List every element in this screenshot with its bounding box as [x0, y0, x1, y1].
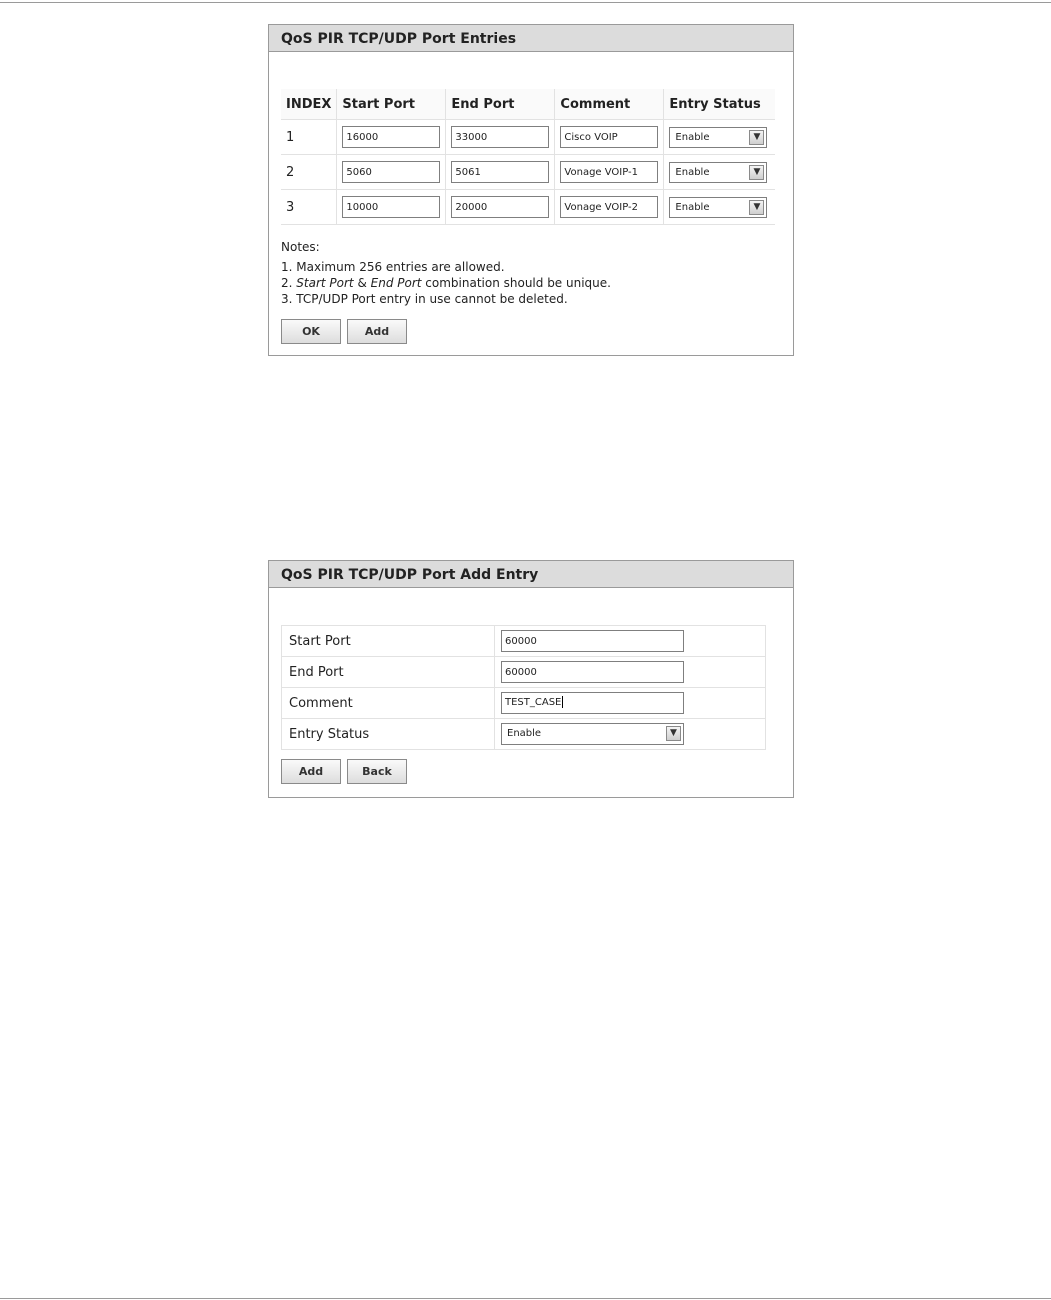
- entry-status-value: Enable: [675, 201, 710, 213]
- note-start-port-term: Start Port: [296, 276, 354, 290]
- page-bottom-rule: [0, 1298, 1051, 1299]
- page-top-rule: [0, 2, 1051, 3]
- column-header-index: INDEX: [281, 89, 337, 120]
- entry-status-value: Enable: [675, 131, 710, 143]
- column-header-entry-status: Entry Status: [664, 89, 776, 120]
- chevron-down-icon[interactable]: ▼: [749, 200, 764, 215]
- end-port-field[interactable]: [501, 661, 684, 683]
- note-line-3: 3. TCP/UDP Port entry in use cannot be deleted.: [281, 292, 568, 306]
- add-entry-panel-title: QoS PIR TCP/UDP Port Add Entry: [269, 561, 793, 588]
- form-row-start-port: [282, 626, 766, 657]
- end-port-input[interactable]: [451, 161, 549, 183]
- entries-panel-title: QoS PIR TCP/UDP Port Entries: [269, 25, 793, 52]
- start-port-field[interactable]: [501, 630, 684, 652]
- entry-status-dropdown-value: Enable: [507, 728, 542, 739]
- row-index: 3: [281, 190, 337, 225]
- note-line-2-prefix: 2.: [281, 276, 297, 290]
- row-index: 2: [281, 155, 337, 190]
- end-port-input[interactable]: [451, 126, 549, 148]
- entry-status-select[interactable]: [669, 162, 767, 183]
- form-row-end-port: [282, 657, 766, 688]
- comment-input[interactable]: [560, 161, 658, 183]
- entry-status-select[interactable]: [669, 197, 767, 218]
- notes-label: Notes:: [281, 240, 320, 254]
- table-row: [281, 190, 775, 225]
- comment-field-value: TEST_CASE: [505, 697, 562, 708]
- note-line-2-suffix: combination should be unique.: [421, 276, 611, 290]
- end-port-input[interactable]: [451, 196, 549, 218]
- table-row: [281, 120, 775, 155]
- entry-status-select[interactable]: [669, 127, 767, 148]
- form-row-entry-status: [282, 719, 766, 750]
- add-entry-panel: [268, 560, 794, 798]
- end-port-label: End Port: [282, 657, 495, 688]
- ok-button[interactable]: OK: [281, 319, 341, 344]
- row-index: 1: [281, 120, 337, 155]
- table-header-row: [281, 89, 775, 120]
- comment-input[interactable]: [560, 196, 658, 218]
- entries-table: [281, 89, 775, 225]
- start-port-input[interactable]: [342, 196, 440, 218]
- note-line-2: [281, 275, 611, 291]
- start-port-input[interactable]: [342, 161, 440, 183]
- chevron-down-icon[interactable]: ▼: [749, 165, 764, 180]
- add-submit-button[interactable]: Add: [281, 759, 341, 784]
- add-entry-form: [281, 625, 766, 750]
- chevron-down-icon[interactable]: ▼: [666, 726, 681, 741]
- comment-field[interactable]: [501, 692, 684, 714]
- start-port-input[interactable]: [342, 126, 440, 148]
- chevron-down-icon[interactable]: ▼: [749, 130, 764, 145]
- comment-input[interactable]: [560, 126, 658, 148]
- add-button[interactable]: Add: [347, 319, 407, 344]
- entry-status-dropdown[interactable]: [501, 723, 684, 745]
- form-row-comment: [282, 688, 766, 719]
- back-button[interactable]: Back: [347, 759, 407, 784]
- column-header-comment: Comment: [555, 89, 664, 120]
- entries-panel: [268, 24, 794, 356]
- text-cursor: [562, 696, 563, 708]
- entry-status-label: Entry Status: [282, 719, 495, 750]
- start-port-label: Start Port: [282, 626, 495, 657]
- note-amp: &: [353, 276, 371, 290]
- note-line-1: 1. Maximum 256 entries are allowed.: [281, 260, 505, 274]
- column-header-start-port: Start Port: [337, 89, 446, 120]
- table-row: [281, 155, 775, 190]
- comment-label: Comment: [282, 688, 495, 719]
- entry-status-value: Enable: [675, 166, 710, 178]
- note-end-port-term: End Port: [370, 276, 422, 290]
- notes-section: [281, 239, 611, 307]
- column-header-end-port: End Port: [446, 89, 555, 120]
